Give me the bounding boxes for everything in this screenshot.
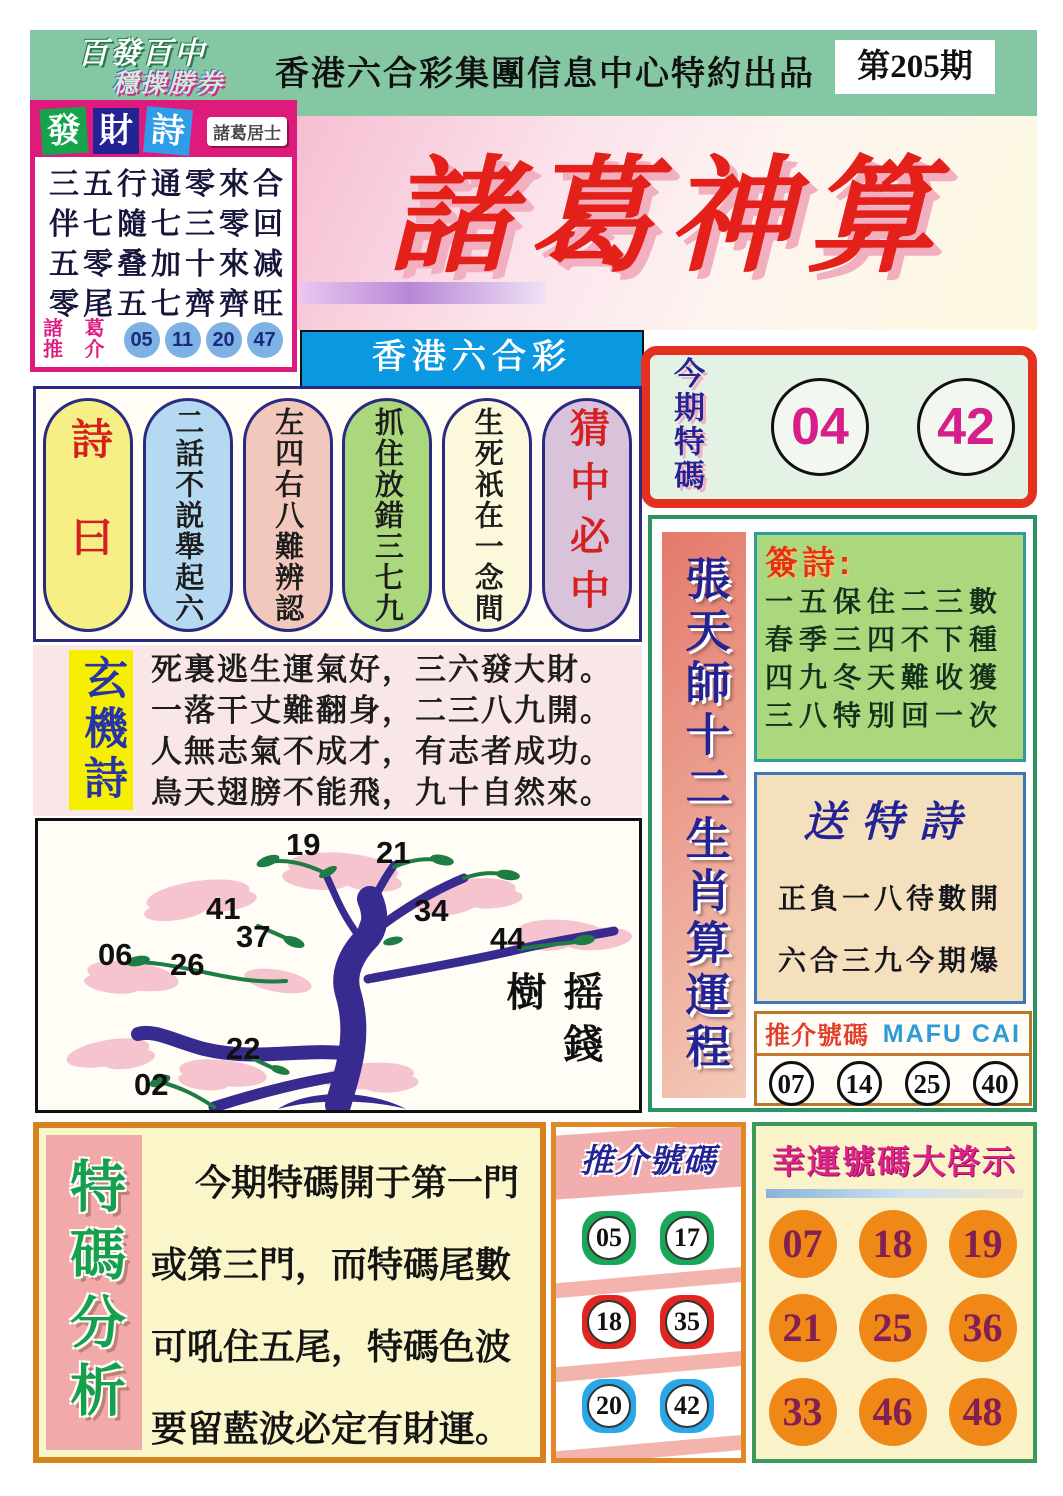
analysis-line: 或第三門，而特碼尾數	[151, 1244, 512, 1285]
facai-char-3: 詩	[143, 106, 193, 156]
recommend-label: 諸 葛 推 介	[43, 318, 113, 361]
capsule-phrase: 生死祇在一念間	[442, 398, 532, 632]
masthead	[297, 116, 1037, 330]
capsule-outro: 猜中必中	[542, 398, 632, 632]
xuanji-section	[33, 645, 642, 816]
lucky-number: 07	[769, 1210, 837, 1278]
lucky-number: 33	[769, 1378, 837, 1446]
badge: 42	[660, 1379, 714, 1433]
poem-line: 伴七隨七三零回	[49, 208, 287, 241]
special-number: 04	[771, 378, 869, 476]
poem-line: 零尾五七齊齊旺	[49, 288, 287, 321]
songteshi-title: 送特詩	[802, 800, 977, 846]
tree-number: 02	[134, 1067, 169, 1102]
number-circle: 40	[973, 1061, 1018, 1106]
poem-line: 春季三四不下種	[765, 625, 1004, 656]
poem-line: 人無志氣不成才，有志者成功。	[151, 734, 613, 769]
special-number: 42	[917, 378, 1015, 476]
number-chip: 11	[165, 322, 201, 358]
facai-char-1: 發	[39, 106, 88, 155]
analysis-line: 今期特碼開于第一門	[195, 1162, 520, 1203]
tree-number: 19	[286, 827, 321, 862]
page-title: 諸葛神算	[387, 149, 947, 288]
badge-separator	[551, 1350, 746, 1382]
xuanji-poem	[151, 649, 613, 813]
badge-box-title: 推介號碼	[580, 1142, 717, 1179]
mafu-label: 推介號碼	[765, 1022, 870, 1050]
tree-label: 摇錢樹	[501, 971, 603, 1075]
poem-line: 五零叠加十來减	[49, 248, 287, 281]
qianshi-poem	[765, 584, 1015, 736]
logo-line1: 百發百中	[78, 37, 206, 70]
songteshi-box	[754, 772, 1026, 1004]
lucky-number: 25	[859, 1294, 927, 1362]
facai-poem-box	[30, 100, 297, 372]
tree-number: 26	[170, 947, 205, 982]
poem-line: 一五保住二三數	[765, 587, 1004, 618]
badge: 18	[582, 1295, 636, 1349]
xuanji-label: 玄機詩	[69, 650, 133, 810]
issue-number: 第205期	[835, 40, 995, 94]
tree-number: 06	[98, 937, 133, 972]
songteshi-poem	[757, 869, 1023, 993]
poem-line: 鳥天翅膀不能飛，九十自然來。	[151, 775, 613, 810]
lucky-number: 19	[949, 1210, 1017, 1278]
poem-line: 三八特別回一次	[765, 701, 1004, 732]
recommend-badge-box	[551, 1122, 746, 1463]
number-circle: 25	[905, 1061, 950, 1106]
tree-number: 44	[490, 921, 525, 956]
zodiac-strip: 張天師十二生肖算運程	[662, 532, 746, 1098]
lucky-number: 21	[769, 1294, 837, 1362]
capsule-intro: 詩曰	[43, 398, 133, 632]
analysis-text	[151, 1142, 536, 1470]
publisher-title: 香港六合彩集團信息中心特約出品	[275, 55, 815, 93]
lucky-number: 48	[949, 1378, 1017, 1446]
subtitle-bar: 香港六合彩	[300, 330, 644, 388]
tree-number: 41	[206, 891, 241, 926]
mafu-numbers	[757, 1061, 1029, 1106]
tree-number: 34	[414, 893, 449, 928]
right-column	[648, 515, 1037, 1112]
number-chip: 20	[206, 322, 242, 358]
brand-logo	[78, 38, 224, 97]
lucky-title: 幸運號碼大啓示	[772, 1143, 1017, 1180]
poem-line: 六合三九今期爆	[777, 946, 1002, 977]
lucky-grid	[769, 1210, 1021, 1446]
mafu-box	[754, 1011, 1032, 1106]
special-number-box	[641, 346, 1037, 508]
capsule-row	[33, 386, 642, 642]
mafu-brand: MAFU CAI	[882, 1019, 1021, 1048]
poem-line: 正負一八待數開	[777, 884, 1002, 915]
analysis-line: 要留藍波必定有財運。	[151, 1408, 512, 1449]
number-chip: 05	[124, 322, 160, 358]
analysis-box	[33, 1122, 546, 1463]
facai-author: 諸葛居士	[207, 117, 287, 146]
tree-number: 21	[376, 835, 411, 870]
poem-line: 死裏逃生運氣好，三六發大財。	[151, 652, 613, 687]
analysis-label-strip: 特碼分析	[46, 1135, 142, 1450]
number-circle: 07	[769, 1061, 814, 1106]
badge-separator	[551, 1266, 746, 1298]
tree-number: 37	[236, 919, 271, 954]
lucky-number-box	[752, 1122, 1037, 1463]
tree-number: 22	[226, 1031, 261, 1066]
mafu-header	[757, 1014, 1029, 1056]
capsule-phrase: 二話不説舉起六	[143, 398, 233, 632]
lucky-number: 36	[949, 1294, 1017, 1362]
badge-separator	[551, 1434, 746, 1463]
badge: 20	[582, 1379, 636, 1433]
number-circle: 14	[837, 1061, 882, 1106]
lucky-number: 18	[859, 1210, 927, 1278]
facai-header	[35, 105, 292, 157]
lucky-number: 46	[859, 1378, 927, 1446]
special-label: 今期特碼	[669, 357, 704, 493]
poem-line: 三五行通零來合	[49, 168, 287, 201]
lucky-divider	[766, 1189, 1023, 1198]
number-chip: 47	[247, 322, 283, 358]
badge: 35	[660, 1295, 714, 1349]
qianshi-box	[754, 532, 1026, 762]
facai-char-2: 財	[93, 108, 139, 154]
badge: 05	[582, 1211, 636, 1265]
badge: 17	[660, 1211, 714, 1265]
facai-poem	[35, 157, 292, 325]
facai-recommendation	[43, 319, 283, 361]
logo-line2: 穩操勝券	[112, 67, 225, 98]
capsule-phrase: 左四右八難辨認	[243, 398, 333, 632]
recommend-numbers	[119, 322, 283, 358]
capsule-phrase: 抓住放錯三七九	[342, 398, 432, 632]
money-tree-box	[35, 818, 642, 1113]
analysis-line: 可吼住五尾，特碼色波	[151, 1326, 512, 1367]
poem-line: 四九冬天難收獲	[765, 663, 1004, 694]
poem-line: 一落干丈難翻身，二三八九開。	[151, 693, 613, 728]
qianshi-title: 簽詩:	[765, 544, 854, 581]
